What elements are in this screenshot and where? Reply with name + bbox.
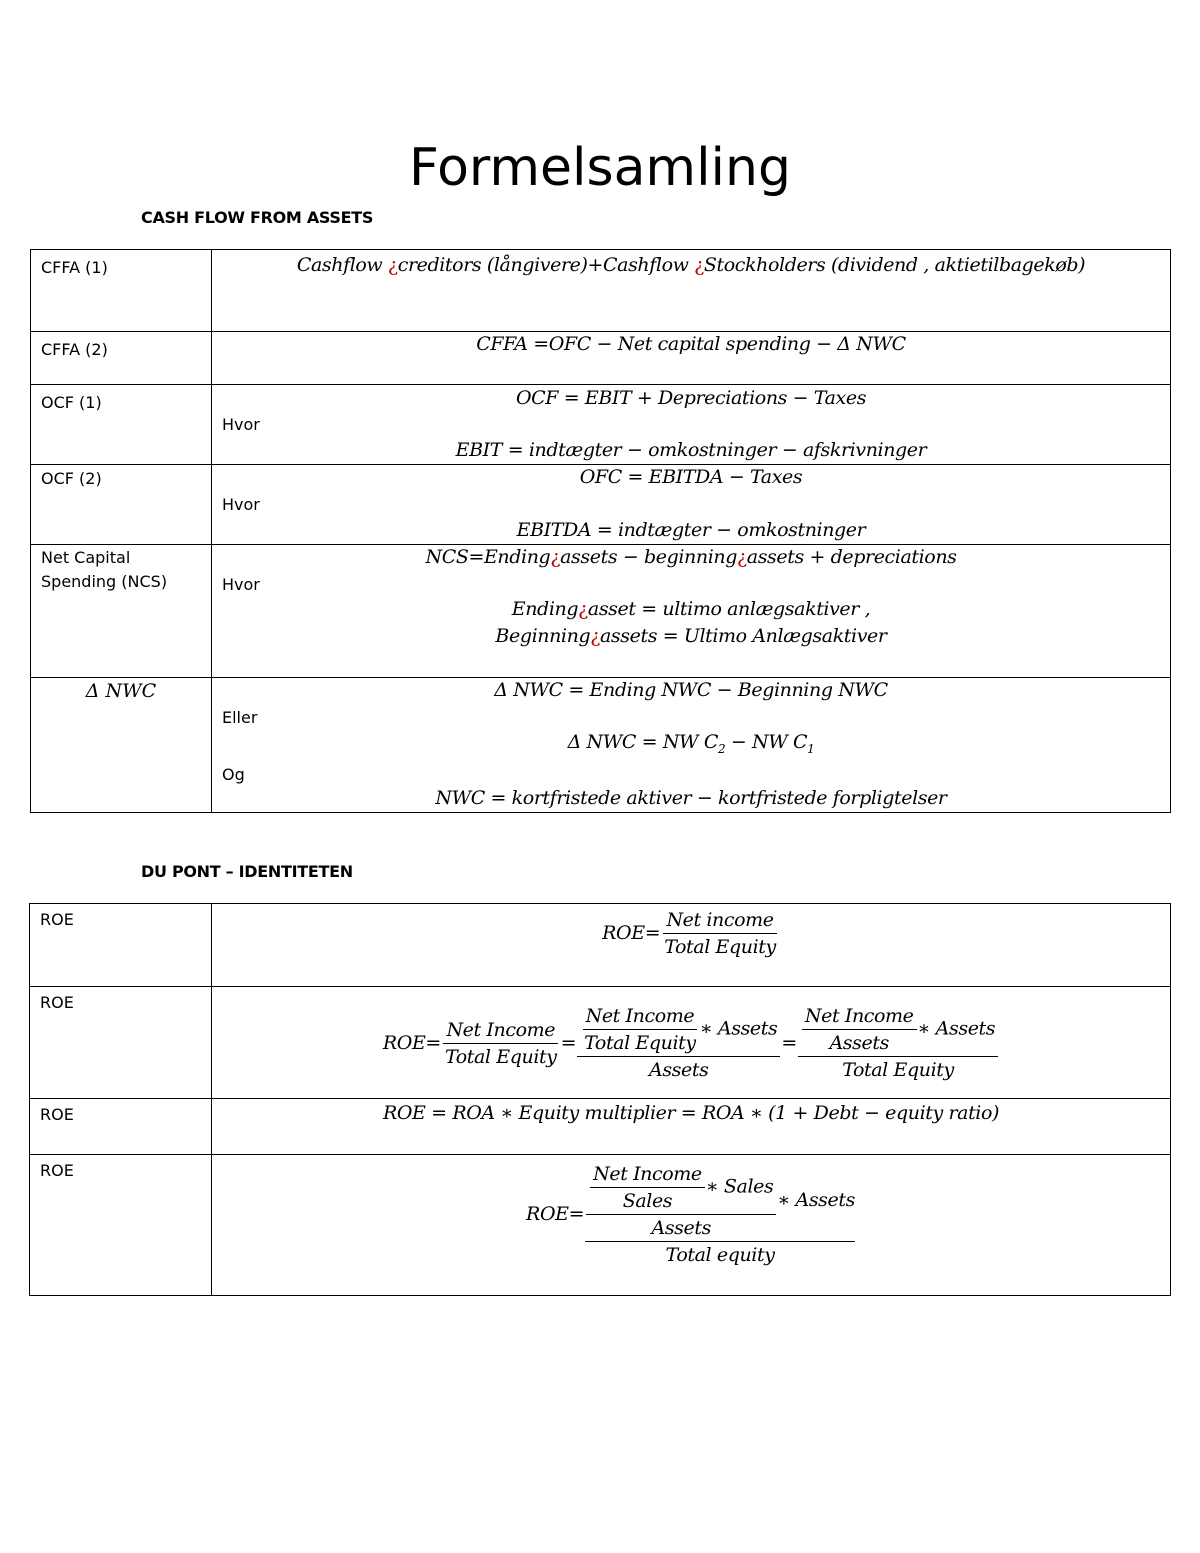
row-label-cell [30, 1099, 212, 1155]
table-row [31, 385, 1171, 465]
row-label: CFFA (1) [41, 258, 108, 277]
formula: ROE= $\frac{\text{Net Income}}{\text{Sales}}$ ∗ Sales Assets ∗ Assets Total equity [526, 1162, 855, 1266]
row-label-cell [31, 332, 212, 385]
page-title: Formelsamling [409, 138, 791, 198]
row-label-cell [31, 385, 212, 465]
row-label-cell [30, 987, 212, 1099]
row-label: ROE [40, 1161, 74, 1180]
formula: OCF = EBIT + Depreciations − Taxes [515, 387, 867, 409]
formula-cell [212, 904, 1171, 987]
formula-cell [212, 1155, 1171, 1296]
formula-cell [212, 250, 1171, 332]
note-text: Og [222, 765, 245, 784]
table-row [31, 678, 1171, 813]
row-label-cell [31, 678, 212, 813]
formula: Ending¿asset = ultimo anlægsaktiver , [511, 598, 871, 620]
row-label-cell [31, 250, 212, 332]
formula-cell [212, 385, 1171, 465]
formula: NWC = kortfristede aktiver − kortfristede forpligtelser [435, 787, 947, 809]
row-label: OCF (1) [41, 393, 102, 412]
formula: ROE= $\frac{\text{Net income}}{\text{Total Equity}}$ [602, 908, 776, 958]
formula: NCS=Ending¿assets − beginning¿assets + depreciations [425, 546, 957, 568]
note-text: Hvor [222, 575, 260, 594]
section-heading-cash-flow: CASH FLOW FROM ASSETS [141, 208, 374, 227]
note-text: Hvor [222, 415, 260, 434]
table-row [31, 332, 1171, 385]
formula-cell [212, 545, 1171, 678]
note-text: Eller [222, 708, 258, 727]
formula-cell [212, 332, 1171, 385]
row-label: CFFA (2) [41, 340, 108, 359]
table-row [31, 465, 1171, 545]
formula: OFC = EBITDA − Taxes [579, 466, 803, 488]
du-pont-table [29, 903, 1171, 1296]
section-heading-du-pont: DU PONT – IDENTITETEN [141, 862, 353, 881]
note-text: Hvor [222, 495, 260, 514]
formula: Cashflow ¿creditors (långivere)+Cashflow ¿Stockholders (dividend , aktietilbagekøb) [296, 254, 1086, 276]
formula: ROE = ROA ∗ Equity multiplier = ROA ∗ (1 + Debt − equity ratio) [382, 1102, 1000, 1124]
formula-cell [212, 678, 1171, 813]
row-label: OCF (2) [41, 469, 102, 488]
table-row [30, 1099, 1171, 1155]
row-label: Δ NWC [85, 680, 157, 702]
table-row [31, 250, 1171, 332]
row-label: Net Capital Spending (NCS) [41, 548, 168, 591]
row-label-cell [31, 465, 212, 545]
formula-cell [212, 1099, 1171, 1155]
row-label-cell [31, 545, 212, 678]
formula: EBIT = indtægter − omkostninger − afskrivninger [455, 439, 927, 461]
formula: Δ NWC = NW $C_2$ − NW $C_1$ [567, 731, 815, 756]
table-row [30, 987, 1171, 1099]
formula: CFFA =OFC − Net capital spending − Δ NWC [476, 333, 906, 355]
row-label: ROE [40, 910, 74, 929]
formula-cell [212, 987, 1171, 1099]
table-row [30, 1155, 1171, 1296]
formula: Δ NWC = Ending NWC − Beginning NWC [494, 679, 888, 701]
table-row [31, 545, 1171, 678]
formula-cell [212, 465, 1171, 545]
formula: EBITDA = indtægter − omkostninger [516, 519, 866, 541]
table-row [30, 904, 1171, 987]
row-label: ROE [40, 993, 74, 1012]
row-label-cell [30, 1155, 212, 1296]
row-label: ROE [40, 1105, 74, 1124]
formula: ROE= $\frac{\text{Net Income}}{\text{Total Equity}}$ = $\frac{\text{Net Income}}{\text{Total Equity}}$ ∗ Assets Assets = $\frac{\text{Net Income}}{\text{Assets}}$ ∗ Assets Total Equity [212, 987, 1170, 1099]
row-label-cell [30, 904, 212, 987]
formula: Beginning¿assets = Ultimo Anlægsaktiver [495, 625, 887, 647]
cash-flow-table [30, 249, 1171, 813]
